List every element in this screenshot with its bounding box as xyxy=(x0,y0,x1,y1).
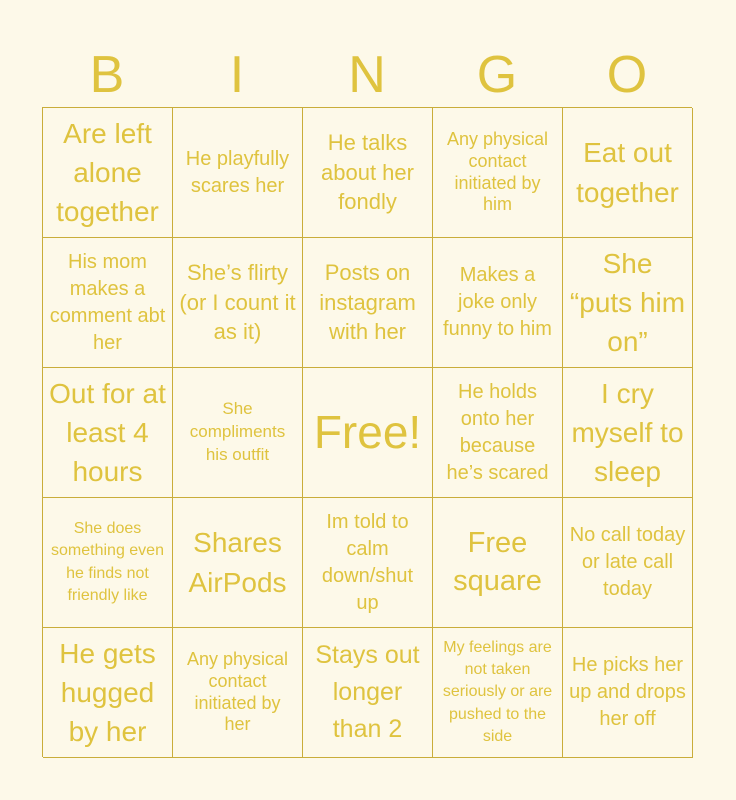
header-letter-n: N xyxy=(348,46,386,104)
free-square-cell[interactable]: Free square xyxy=(433,498,563,628)
bingo-cell[interactable]: My feelings are not taken seriously or are pushed to the side xyxy=(433,628,563,758)
bingo-cell[interactable]: She compliments his outfit xyxy=(173,368,303,498)
bingo-cell[interactable]: She’s flirty (or I count it as it) xyxy=(173,238,303,368)
free-space-cell[interactable]: Free! xyxy=(303,368,433,498)
bingo-cell[interactable]: She “puts him on” xyxy=(563,238,693,368)
bingo-cell[interactable]: Any physical contact initiated by her xyxy=(173,628,303,758)
bingo-cell[interactable]: Makes a joke only funny to him xyxy=(433,238,563,368)
bingo-cell[interactable]: He talks about her fondly xyxy=(303,108,433,238)
bingo-header xyxy=(42,44,692,106)
bingo-cell[interactable]: His mom makes a comment abt her xyxy=(43,238,173,368)
bingo-cell[interactable]: Im told to calm down/shut up xyxy=(303,498,433,628)
bingo-cell[interactable]: Out for at least 4 hours xyxy=(43,368,173,498)
bingo-cell[interactable]: Eat out together xyxy=(563,108,693,238)
bingo-grid xyxy=(42,107,692,757)
bingo-cell[interactable]: She does something even he finds not friendly like xyxy=(43,498,173,628)
bingo-cell[interactable]: He picks her up and drops her off xyxy=(563,628,693,758)
header-letter-o: O xyxy=(606,46,648,104)
bingo-cell[interactable]: He gets hugged by her xyxy=(43,628,173,758)
bingo-cell[interactable]: Posts on instagram with her xyxy=(303,238,433,368)
bingo-cell[interactable]: Shares AirPods xyxy=(173,498,303,628)
bingo-cell[interactable]: I cry myself to sleep xyxy=(563,368,693,498)
bingo-cell[interactable]: Stays out longer than 2 xyxy=(303,628,433,758)
header-letter-i: I xyxy=(229,46,245,104)
bingo-cell[interactable]: He holds onto her because he’s scared xyxy=(433,368,563,498)
bingo-cell[interactable]: He playfully scares her xyxy=(173,108,303,238)
bingo-cell[interactable]: No call today or late call today xyxy=(563,498,693,628)
bingo-cell[interactable]: Are left alone together xyxy=(43,108,173,238)
bingo-cell[interactable]: Any physical contact initiated by him xyxy=(433,108,563,238)
header-letter-b: B xyxy=(89,46,125,104)
header-letter-g: G xyxy=(476,46,518,104)
